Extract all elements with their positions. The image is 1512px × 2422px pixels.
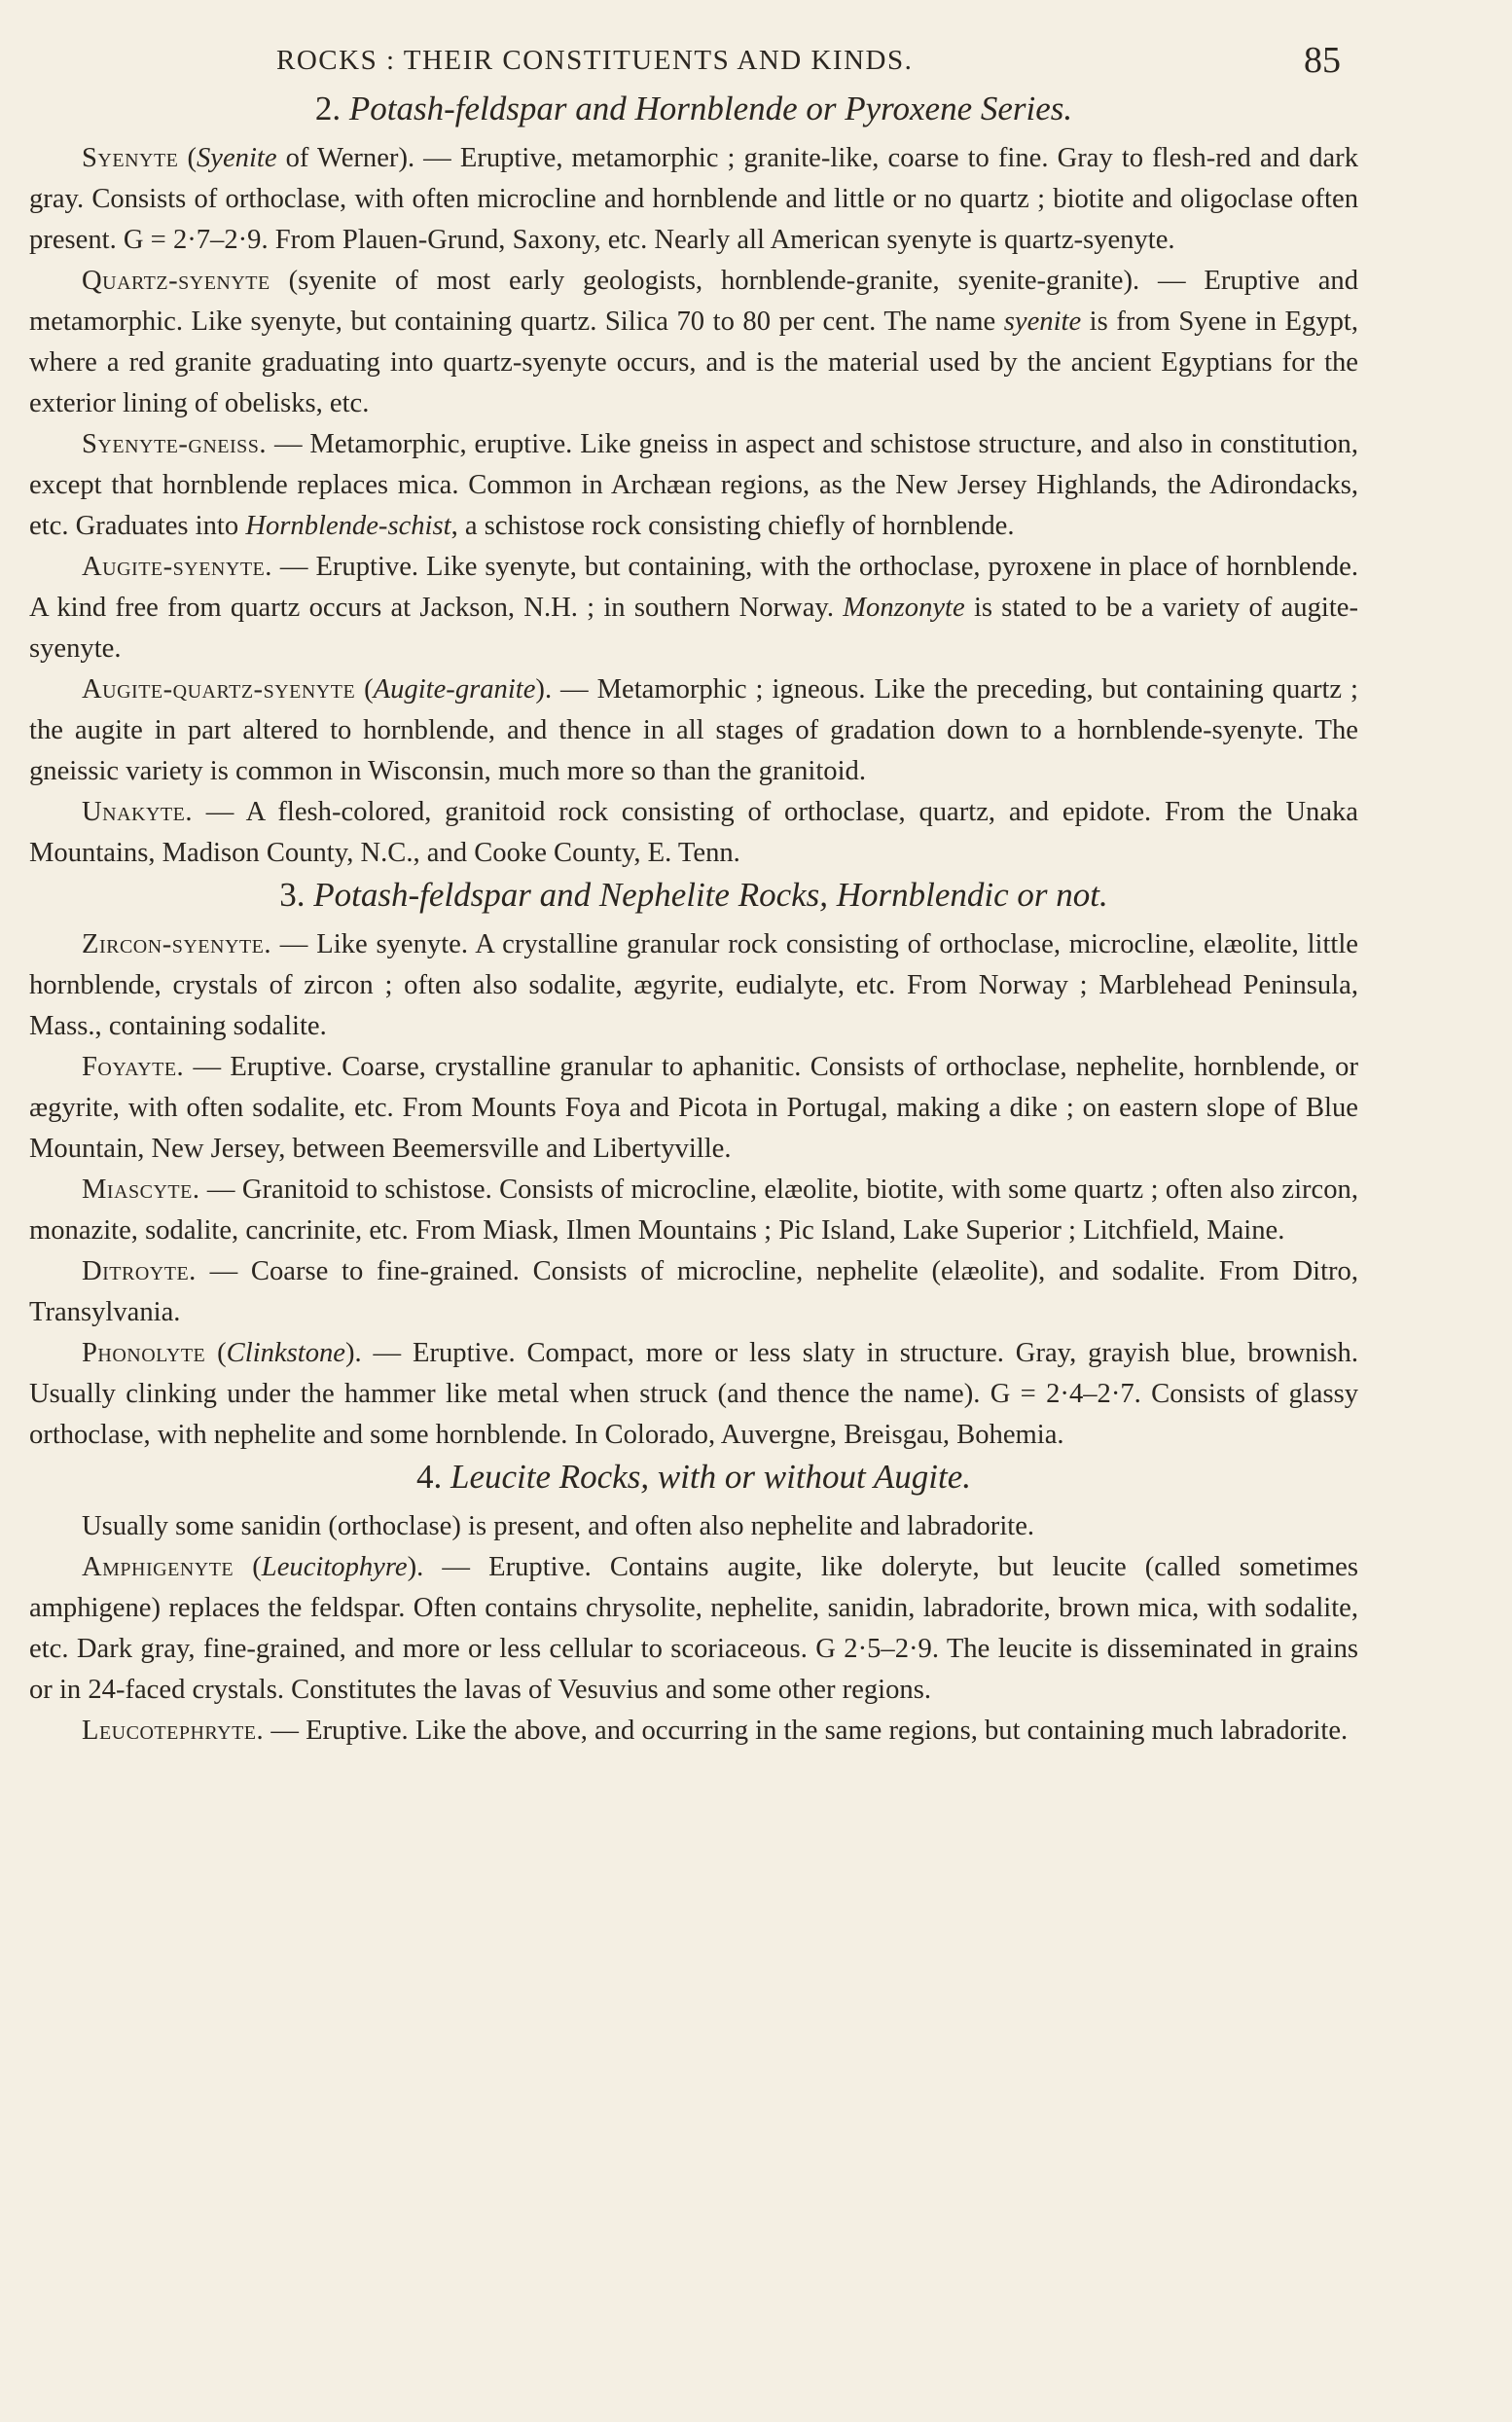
running-head	[29, 41, 1358, 88]
entry-syenyte: Syenyte (Syenite of Werner). — Eruptive, metamorphic ; granite-like, coarse to fine. Gray to flesh-red and dark gray. Consists of orthoclase, with often microcline and hornblende and little or no quartz ; biotite and oligoclase often present. G = 2·7–2·9. From Plauen-Grund, Saxony, etc. Nearly all American syenyte is quartz-syenyte.	[29, 143, 1359, 255]
section-body-3	[29, 924, 1358, 1456]
running-title: ROCKS : THEIR CONSTITUENTS AND KINDS.	[276, 45, 914, 76]
entry-miascyte: Miascyte. — Granitoid to schistose. Consists of microcline, elæolite, biotite, with some quartz ; often also zircon, monazite, sodalite, cancrinite, etc. From Miask, Ilmen Mountains ; Pic Island, Lake Superior ; Litchfield, Maine.	[29, 1175, 1358, 1246]
entry-augite-quartz-syenyte: Augite-quartz-syenyte (Augite-granite). — Metamorphic ; igneous. Like the preceding, but containing quartz ; the augite in part altered to hornblende, and thence in all stages of gradation down to a hornblende-syenyte. The gneissic variety is common in Wisconsin, much more so than the granitoid.	[29, 674, 1358, 786]
entry-augite-syenyte: Augite-syenyte. — Eruptive. Like syenyte, but containing, with the orthoclase, pyroxene in place of hornblende. A kind free from quartz occurs at Jackson, N.H. ; in southern Norway. Monzonyte is stated to be a variety of augite-syenyte.	[29, 552, 1358, 664]
entry-ditroyte: Ditroyte. — Coarse to fine-grained. Consists of microcline, nephelite (elæolite), and sodalite. From Ditro, Transylvania.	[29, 1256, 1358, 1327]
entry-phonolyte: Phonolyte (Clinkstone). — Eruptive. Compact, more or less slaty in structure. Gray, grayish blue, brownish. Usually clinking under the hammer like metal when struck (and thence the name). G = 2·4–2·7. Consists of glassy orthoclase, with nephelite and some hornblende. In Colorado, Auvergne, Breisgau, Bohemia.	[29, 1338, 1358, 1450]
section-intro-leucite: Usually some sanidin (orthoclase) is present, and often also nephelite and labradorite.	[82, 1511, 1035, 1541]
section-heading-potash-hornblende: 2. Potash-feldspar and Hornblende or Pyroxene Series.	[314, 90, 1073, 127]
entry-amphigenyte: Amphigenyte (Leucitophyre). — Eruptive. Contains augite, like doleryte, but leucite (called sometimes amphigene) replaces the feldspar. Often contains chrysolite, nephelite, sanidin, labradorite, brown mica, with sodalite, etc. Dark gray, fine-grained, and more or less cellular to scoriaceous. G 2·5–2·9. The leucite is disseminated in grains or in 24-faced crystals. Constitutes the lavas of Vesuvius and some other regions.	[29, 1552, 1358, 1705]
entry-zircon-syenyte: Zircon-syenyte. — Like syenyte. A crystalline granular rock consisting of orthoclase, microcline, elæolite, little hornblende, crystals of zircon ; often also sodalite, ægyrite, eudialyte, etc. From Norway ; Marblehead Peninsula, Mass., containing sodalite.	[29, 929, 1358, 1041]
entry-quartz-syenyte: Quartz-syenyte (syenite of most early geologists, hornblende-granite, syenite-granite). — Eruptive and metamorphic. Like syenyte, but containing quartz. Silica 70 to 80 per cent. The name syenite is from Syene in Egypt, where a red granite graduating into quartz-syenyte occurs, and is the material used by the ancient Egyptians for the exterior lining of obelisks, etc.	[29, 266, 1359, 418]
section-body-4	[29, 1506, 1358, 1752]
entry-leucotephryte: Leucotephryte. — Eruptive. Like the above, and occurring in the same regions, but containing much labradorite.	[82, 1716, 1349, 1746]
section-heading-potash-nephelite: 3. Potash-feldspar and Nephelite Rocks, Hornblendic or not.	[279, 876, 1108, 914]
page-number: 85	[1304, 40, 1341, 81]
entry-foyayte: Foyayte. — Eruptive. Coarse, crystalline granular to aphanitic. Consists of orthoclase, nephelite, hornblende, or ægyrite, with often sodalite, etc. From Mounts Foya and Picota in Portugal, making a dike ; on eastern slope of Blue Mountain, New Jersey, between Beemersville and Libertyville.	[29, 1052, 1358, 1164]
entry-unakyte: Unakyte. — A flesh-colored, granitoid rock consisting of orthoclase, quartz, and epidote. From the Unaka Mountains, Madison County, N.C., and Cooke County, E. Tenn.	[29, 797, 1358, 868]
section-heading-leucite: 4. Leucite Rocks, with or without Augite.	[416, 1458, 971, 1496]
section-body-2	[29, 138, 1358, 874]
entry-syenyte-gneiss: Syenyte-gneiss. — Metamorphic, eruptive. Like gneiss in aspect and schistose structure, and also in constitution, except that hornblende replaces mica. Common in Archæan regions, as the New Jersey Highlands, the Adirondacks, etc. Graduates into Hornblende-schist, a schistose rock consisting chiefly of hornblende.	[29, 429, 1358, 541]
